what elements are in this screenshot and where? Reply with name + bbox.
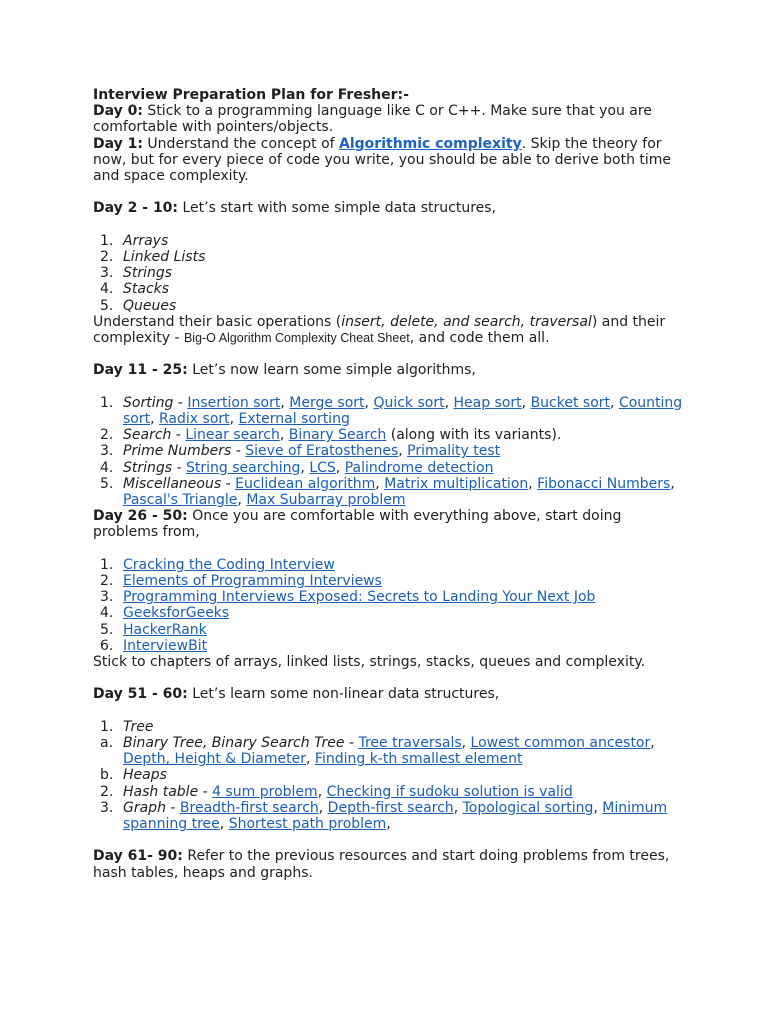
list-item: 3. Strings <box>100 265 173 282</box>
list-item-tree: 1. Tree <box>100 718 154 735</box>
cracking-coding-interview-link[interactable]: Cracking the Coding Interview <box>123 556 335 573</box>
algorithms-list <box>93 395 683 508</box>
day-1-label: Day 1: <box>93 135 143 152</box>
primality-test-link[interactable]: Primality test <box>407 443 501 460</box>
sudoku-validity-link[interactable]: Checking if sudoku solution is valid <box>326 783 573 800</box>
day-26-paragraph: Day 26 - 50: Once you are comfortable with everything above, start doing problems from, <box>93 508 622 541</box>
chapters-paragraph: Stick to chapters of arrays, linked lists, strings, stacks, queues and complexity. <box>93 654 646 671</box>
linear-search-link[interactable]: Linear search <box>185 427 280 444</box>
radix-sort-link[interactable]: Radix sort <box>159 411 230 427</box>
day-61-label: Day 61- 90: <box>93 848 183 865</box>
list-item-strings: 4. Strings - String searching, LCS, Palindrome detection <box>100 459 494 476</box>
list-item: 1. Cracking the Coding Interview <box>100 556 335 573</box>
list-item: 6. InterviewBit <box>100 637 208 654</box>
euclidean-algorithm-link[interactable]: Euclidean algorithm <box>235 475 376 492</box>
elements-of-programming-interviews-link[interactable]: Elements of Programming Interviews <box>123 573 382 590</box>
quick-sort-link[interactable]: Quick sort <box>373 394 445 411</box>
depth-height-diameter-link[interactable]: Depth, Height & Diameter <box>123 751 306 768</box>
list-item-primes: 3. Prime Numbers - Sieve of Eratosthenes, Primality test <box>100 443 501 460</box>
matrix-multiplication-link[interactable]: Matrix multiplication <box>384 475 529 492</box>
resources-list <box>93 557 683 654</box>
day-1-paragraph: Day 1: Understand the concept of Algorithmic complexity. Skip the theory for now, but for every piece of code you write, you should be able to derive both time and space complexity. <box>93 135 672 185</box>
list-item-graph: 3. Graph - Breadth-first search, Depth-first search, Topological sorting, Minimum spanning tree, Shortest path problem, <box>100 799 668 833</box>
cheat-sheet-reference: Big-O Algorithm Complexity Cheat Sheet <box>183 331 410 346</box>
list-item: 2. Elements of Programming Interviews <box>100 573 382 590</box>
breadth-first-search-link[interactable]: Breadth-first search <box>179 799 319 816</box>
data-structures-list <box>93 233 683 314</box>
list-item: 4. GeeksforGeeks <box>100 605 230 622</box>
list-item-sorting: 1. Sorting - Insertion sort, Merge sort, Quick sort, Heap sort, Bucket sort, Counting sort, Radix sort, External sorting <box>100 394 683 427</box>
merge-sort-link[interactable]: Merge sort <box>289 394 365 411</box>
day-61-paragraph: Day 61- 90: Refer to the previous resources and start doing problems from trees, hash tables, heaps and graphs. <box>93 848 670 881</box>
list-item-bst: a. Binary Tree, Binary Search Tree - Tree traversals, Lowest common ancestor, Depth, Height & Diameter, Finding k-th smallest element <box>100 735 655 768</box>
bucket-sort-link[interactable]: Bucket sort <box>530 394 611 411</box>
algorithmic-complexity-link[interactable]: Algorithmic complexity <box>339 135 522 152</box>
kth-smallest-element-link[interactable]: Finding k-th smallest element <box>314 751 523 768</box>
list-item: 5. HackerRank <box>100 621 207 638</box>
document-body <box>93 87 683 881</box>
day-51-paragraph: Day 51 - 60: Let’s learn some non-linear data structures, <box>93 686 500 703</box>
pascals-triangle-link[interactable]: Pascal's Triangle <box>123 492 238 509</box>
lcs-link[interactable]: LCS <box>309 459 336 476</box>
four-sum-problem-link[interactable]: 4 sum problem <box>212 783 318 800</box>
list-item-hash: 2. Hash table - 4 sum problem, Checking if sudoku solution is valid <box>100 783 573 800</box>
lowest-common-ancestor-link[interactable]: Lowest common ancestor <box>470 735 651 752</box>
geeksforgeeks-link[interactable]: GeeksforGeeks <box>123 605 230 622</box>
day-0-paragraph: Day 0: Stick to a programming language like C or C++. Make sure that you are comfortable with pointers/objects. <box>93 103 652 136</box>
external-sorting-link[interactable]: External sorting <box>238 411 350 427</box>
palindrome-detection-link[interactable]: Palindrome detection <box>344 459 494 476</box>
topological-sorting-link[interactable]: Topological sorting <box>462 799 594 816</box>
heap-sort-link[interactable]: Heap sort <box>453 394 522 411</box>
minimum-spanning-tree-link[interactable]: Minimum spanning tree <box>123 799 668 833</box>
fibonacci-numbers-link[interactable]: Fibonacci Numbers <box>537 475 671 492</box>
list-item: 2. Linked Lists <box>100 249 206 265</box>
list-item: 1. Arrays <box>100 232 169 249</box>
day-51-label: Day 51 - 60: <box>93 686 188 703</box>
insertion-sort-link[interactable]: Insertion sort <box>187 394 281 411</box>
counting-sort-link[interactable]: Counting sort <box>123 394 683 427</box>
shortest-path-problem-link[interactable]: Shortest path problem <box>228 816 387 833</box>
programming-interviews-exposed-link[interactable]: Programming Interviews Exposed: Secrets to Landing Your Next Job <box>123 589 596 606</box>
binary-search-link[interactable]: Binary Search <box>288 427 387 444</box>
document-title: Interview Preparation Plan for Fresher:- <box>93 87 409 103</box>
day-11-label: Day 11 - 25: <box>93 362 188 379</box>
non-linear-structures-list <box>93 719 683 832</box>
list-item-heaps: b. Heaps <box>100 767 167 784</box>
sieve-link[interactable]: Sieve of Eratosthenes <box>245 443 399 460</box>
max-subarray-link[interactable]: Max Subarray problem <box>246 492 406 509</box>
day-11-paragraph: Day 11 - 25: Let’s now learn some simple algorithms, <box>93 362 476 379</box>
string-searching-link[interactable]: String searching <box>186 459 301 476</box>
list-item-misc: 5. Miscellaneous - Euclidean algorithm, Matrix multiplication, Fibonacci Numbers, Pascal's Triangle, Max Subarray problem <box>100 475 675 509</box>
basic-operations-paragraph: Understand their basic operations (insert, delete, and search, traversal) and their complexity - Big-O Algorithm Complexity Cheat Sheet, and code them all. <box>93 313 666 347</box>
day-2-label: Day 2 - 10: <box>93 200 179 217</box>
hackerrank-link[interactable]: HackerRank <box>123 621 207 638</box>
list-item: 5. Queues <box>100 297 177 314</box>
depth-first-search-link[interactable]: Depth-first search <box>327 799 454 816</box>
list-item: 3. Programming Interviews Exposed: Secrets to Landing Your Next Job <box>100 589 596 606</box>
day-26-label: Day 26 - 50: <box>93 508 188 525</box>
tree-traversals-link[interactable]: Tree traversals <box>358 735 462 752</box>
list-item: 4. Stacks <box>100 281 170 298</box>
interviewbit-link[interactable]: InterviewBit <box>123 637 208 654</box>
list-item-search: 2. Search - Linear search, Binary Search (along with its variants). <box>100 427 562 444</box>
day-2-paragraph: Day 2 - 10: Let’s start with some simple data structures, <box>93 200 497 217</box>
day-0-label: Day 0: <box>93 103 143 120</box>
